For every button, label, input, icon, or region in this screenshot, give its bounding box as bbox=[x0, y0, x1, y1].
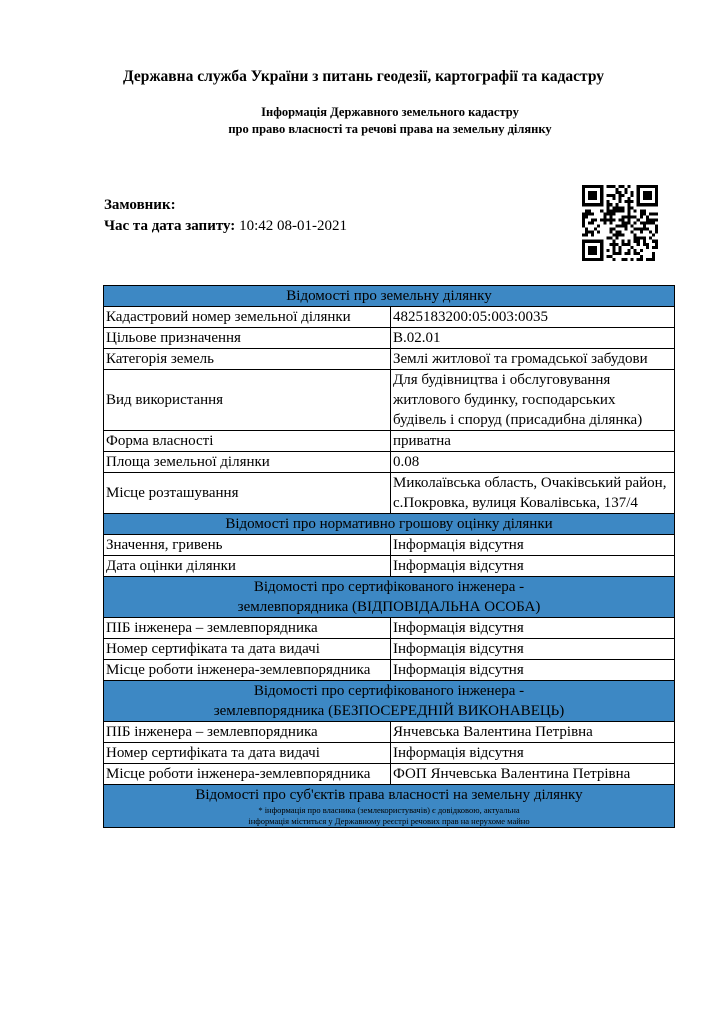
request-time-line bbox=[104, 216, 347, 237]
section-title-line-2: землевпорядника (БЕЗПОСЕРЕДНІЙ ВИКОНАВЕЦЬ) bbox=[213, 703, 565, 719]
customer-label: Замовник: bbox=[104, 197, 176, 213]
row-label: Значення, гривень bbox=[104, 535, 391, 556]
row-label: Номер сертифіката та дата видачі bbox=[104, 743, 391, 764]
table-row bbox=[104, 639, 675, 660]
row-value: ФОП Янчевська Валентина Петрівна bbox=[391, 764, 675, 785]
section-title-line-2: землевпорядника (ВІДПОВІДАЛЬНА ОСОБА) bbox=[237, 599, 541, 615]
row-value: В.02.01 bbox=[391, 328, 675, 349]
table-row bbox=[104, 764, 675, 785]
subtitle-line-1: Інформація Державного земельного кадастру bbox=[261, 105, 519, 119]
row-label: Вид використання bbox=[104, 370, 391, 431]
table-row bbox=[104, 328, 675, 349]
qr-code-icon bbox=[582, 185, 658, 261]
table-row bbox=[104, 370, 675, 431]
row-label: Форма власності bbox=[104, 431, 391, 452]
table-row bbox=[104, 556, 675, 577]
section-title-line-1: Відомості про сертифікованого інженера - bbox=[253, 683, 525, 699]
row-value: Янчевська Валентина Петрівна bbox=[391, 722, 675, 743]
table-row bbox=[104, 535, 675, 556]
row-label: Кадастровий номер земельної ділянки bbox=[104, 307, 391, 328]
row-label: Площа земельної ділянки bbox=[104, 452, 391, 473]
table-row bbox=[104, 452, 675, 473]
section-title-line-1: Відомості про сертифікованого інженера - bbox=[253, 579, 525, 595]
row-value: Інформація відсутня bbox=[391, 618, 675, 639]
cadastre-info-table bbox=[103, 285, 675, 828]
row-value: приватна bbox=[391, 431, 675, 452]
row-label: ПІБ інженера – землевпорядника bbox=[104, 618, 391, 639]
row-label: Місце роботи інженера-землевпорядника bbox=[104, 764, 391, 785]
row-label: Категорія земель bbox=[104, 349, 391, 370]
row-label: Номер сертифіката та дата видачі bbox=[104, 639, 391, 660]
request-meta bbox=[104, 195, 347, 237]
document-subtitle bbox=[0, 104, 727, 138]
table-row bbox=[104, 473, 675, 514]
section-header-owners bbox=[104, 785, 675, 828]
section-header-valuation: Відомості про нормативно грошову оцінку ділянки bbox=[104, 514, 675, 535]
subtitle-line-2: про право власності та речові права на земельну ділянку bbox=[228, 122, 552, 136]
agency-title: Державна служба України з питань геодезії, картографії та кадастру bbox=[122, 68, 605, 85]
table-row bbox=[104, 722, 675, 743]
table-row bbox=[104, 660, 675, 681]
row-value: Для будівництва і обслуговування житлового будинку, господарських будівель і споруд (присадибна ділянка) bbox=[391, 370, 675, 431]
row-value: Інформація відсутня bbox=[391, 535, 675, 556]
row-label: Цільове призначення bbox=[104, 328, 391, 349]
section-header-plot: Відомості про земельну ділянку bbox=[104, 286, 675, 307]
request-time-label: Час та дата запиту: bbox=[104, 218, 236, 234]
owners-footnote-line-1: * інформація про власника (землекористувачів) є довідковою, актуальна bbox=[258, 805, 520, 815]
table-row bbox=[104, 307, 675, 328]
row-value: Миколаївська область, Очаківський район, с.Покровка, вулиця Ковалівська, 137/4 bbox=[391, 473, 675, 514]
row-value: Інформація відсутня bbox=[391, 556, 675, 577]
request-time-value: 10:42 08-01-2021 bbox=[239, 218, 347, 234]
row-label: Місце розташування bbox=[104, 473, 391, 514]
section-header-engineer-responsible bbox=[104, 577, 675, 618]
row-value: Землі житлової та громадської забудови bbox=[391, 349, 675, 370]
customer-line bbox=[104, 195, 347, 216]
table-row bbox=[104, 431, 675, 452]
section-title: Відомості про суб'єктів права власності на земельну ділянку bbox=[195, 787, 583, 803]
owners-footnote-line-2: інформація міститься у Державному реєстрі речових прав на нерухоме майно bbox=[248, 816, 530, 826]
row-value: 0.08 bbox=[391, 452, 675, 473]
table-row bbox=[104, 349, 675, 370]
table-row bbox=[104, 618, 675, 639]
section-header-engineer-executor bbox=[104, 681, 675, 722]
table-row bbox=[104, 743, 675, 764]
row-value: Інформація відсутня bbox=[391, 743, 675, 764]
row-value: Інформація відсутня bbox=[391, 660, 675, 681]
row-value: 4825183200:05:003:0035 bbox=[391, 307, 675, 328]
row-value: Інформація відсутня bbox=[391, 639, 675, 660]
row-label: ПІБ інженера – землевпорядника bbox=[104, 722, 391, 743]
row-label: Місце роботи інженера-землевпорядника bbox=[104, 660, 391, 681]
row-label: Дата оцінки ділянки bbox=[104, 556, 391, 577]
